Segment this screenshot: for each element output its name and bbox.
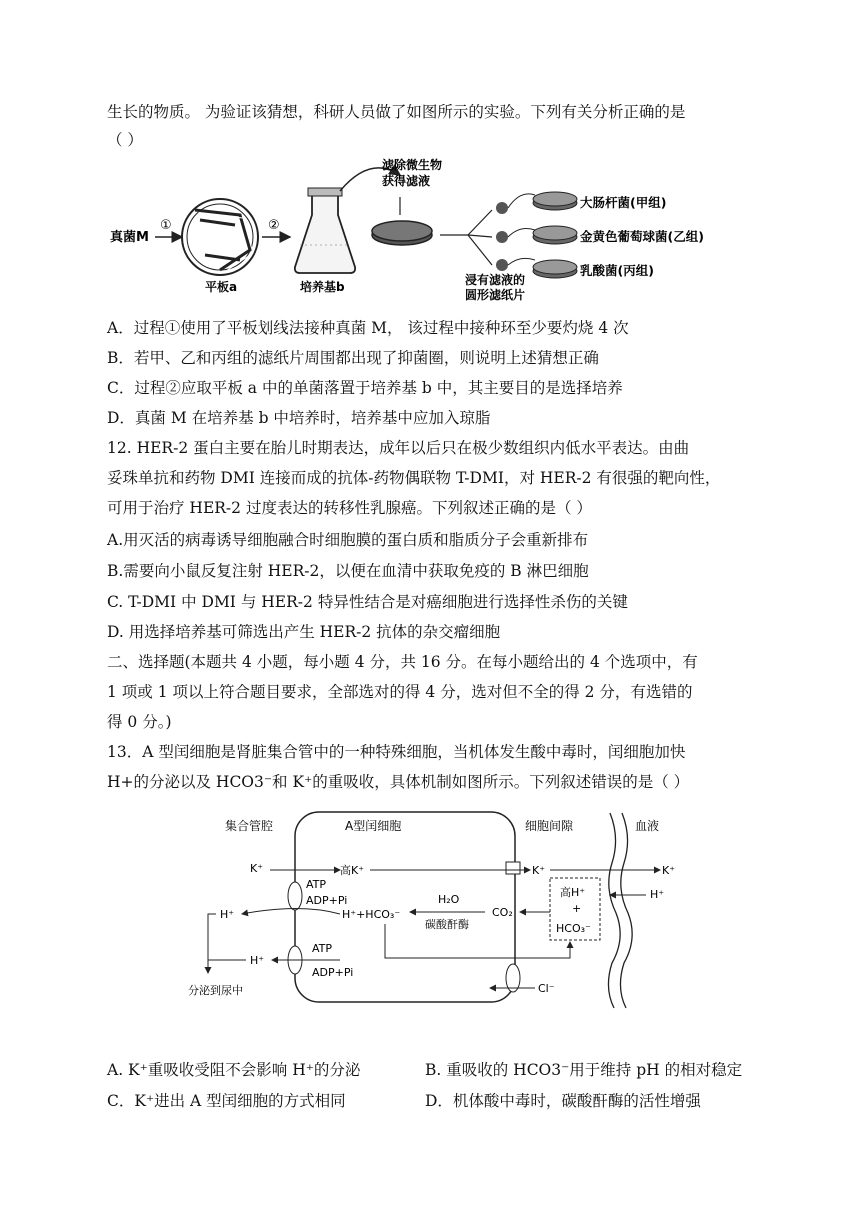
- group-label: 大肠杆菌(甲组): [580, 195, 667, 210]
- option-c: C．过程②应取平板 a 中的单菌落置于培养基 b 中，其主要目的是选择培养: [107, 379, 623, 397]
- disc-label-2: 圆形滤纸片: [465, 288, 526, 302]
- section-heading: 二、选择题(本题共 4 小题，每小题 4 分，共 16 分。在每小题给出的 4 个选项中，有: [107, 653, 698, 671]
- option-b: B. 重吸收的 HCO3⁻用于维持 pH 的相对稳定: [425, 1061, 743, 1079]
- option-a: A.用灭活的病毒诱导细胞融合时细胞膜的蛋白质和脂质分子会重新排布: [107, 531, 589, 549]
- k-blood: K⁺: [662, 864, 676, 877]
- h2o-label: H₂O: [438, 893, 460, 906]
- h-blood: H⁺: [650, 888, 665, 901]
- k-interstitial: K⁺: [532, 864, 546, 877]
- header-blood: 血液: [635, 819, 660, 833]
- h-lumen: H⁺: [220, 908, 235, 921]
- k-channel: [506, 862, 520, 874]
- box-plus: +: [572, 902, 582, 915]
- option-d: D．真菌 M 在培养基 b 中培养时，培养基中应加入琼脂: [107, 409, 491, 427]
- cl-label: Cl⁻: [538, 982, 555, 995]
- header-interstitial: 细胞间隙: [525, 819, 574, 833]
- disc-label-1: 浸有滤液的: [465, 273, 526, 287]
- h-hco3-label: H⁺+HCO₃⁻: [342, 908, 401, 921]
- header-cell: A型闰细胞: [345, 819, 402, 833]
- text-line: 得 0 分。): [107, 713, 172, 731]
- medium-b-label: 培养基b: [300, 280, 345, 294]
- step1-label: ①: [160, 218, 172, 233]
- atp-label: ATP: [312, 942, 333, 955]
- fungus-label: 真菌M: [110, 230, 149, 245]
- group-label: 金黄色葡萄球菌(乙组): [580, 229, 704, 244]
- group-label: 乳酸菌(丙组): [580, 263, 654, 278]
- option-b: B．若甲、乙和丙组的滤纸片周围都出现了抑菌圈，则说明上述猜想正确: [107, 349, 599, 367]
- box-hco3: HCO₃⁻: [556, 922, 591, 935]
- option-b: B.需要向小鼠反复注射 HER-2，以便在血清中获取免疫的 B 淋巴细胞: [107, 562, 589, 580]
- secrete-label: 分泌到尿中: [188, 984, 243, 997]
- atp-label: ATP: [306, 878, 327, 891]
- experiment-figure: [100, 155, 720, 305]
- k-lumen: K⁺: [250, 862, 264, 875]
- header-lumen: 集合管腔: [225, 819, 274, 833]
- text-line: 生长的物质。 为验证该猜想，科研人员做了如图所示的实验。下列有关分析正确的是: [107, 103, 686, 121]
- text-line: 1 项或 1 项以上符合题目要求，全部选对的得 4 分，选对但不全的得 2 分，有选错的: [107, 683, 693, 701]
- filter-label-1: 滤除微生物: [382, 158, 443, 172]
- option-a: A. K⁺重吸收受阻不会影响 H⁺的分泌: [107, 1061, 361, 1079]
- enzyme-label: 碳酸酐酶: [425, 918, 469, 931]
- option-a: A．过程①使用了平板划线法接种真菌 M， 该过程中接种环至少要灼烧 4 次: [107, 319, 629, 337]
- text-line: 可用于治疗 HER-2 过度表达的转移性乳腺癌。下列叙述正确的是（ ）: [107, 499, 592, 517]
- blood-vessel: [608, 813, 620, 1008]
- option-d: D．机体酸中毒时，碳酸酐酶的活性增强: [425, 1092, 701, 1110]
- box-high-h: 高H⁺: [560, 886, 586, 899]
- adp-label: ADP+Pi: [312, 966, 354, 979]
- step2-label: ②: [268, 218, 280, 233]
- atpase-pump-1: [288, 882, 302, 910]
- option-c: C. T-DMI 中 DMI 与 HER-2 特异性结合是对癌细胞进行选择性杀伤的关键: [107, 593, 628, 611]
- co2-label: CO₂: [492, 906, 513, 919]
- plate-a-label: 平板a: [205, 280, 238, 294]
- adp-label: ADP+Pi: [306, 894, 348, 907]
- option-c: C．K⁺进出 A 型闰细胞的方式相同: [107, 1092, 346, 1110]
- high-k: 高K⁺: [340, 864, 365, 877]
- text-line: H+的分泌以及 HCO3⁻和 K⁺的重吸收，具体机制如图所示。下列叙述错误的是（ ）: [107, 773, 690, 791]
- option-d: D. 用选择培养基可筛选出产生 HER-2 抗体的杂交瘤细胞: [107, 623, 501, 641]
- question-13: 13．A 型闰细胞是肾脏集合管中的一种特殊细胞，当机体发生酸中毒时，闰细胞加快: [107, 743, 686, 761]
- filter-label-2: 获得滤液: [382, 174, 431, 188]
- text-line: 妥珠单抗和药物 DMI 连接而成的抗体-药物偶联物 T-DMI，对 HER-2 有很强的靶向性，: [107, 469, 721, 487]
- h-lumen: H⁺: [250, 954, 265, 967]
- question-12: 12. HER-2 蛋白主要在胎儿时期表达，成年以后只在极少数组织内低水平表达。由曲: [107, 439, 690, 457]
- cell-mechanism-figure: [180, 808, 700, 1018]
- text-line: （ ）: [107, 131, 143, 149]
- flask-icon: [295, 193, 355, 273]
